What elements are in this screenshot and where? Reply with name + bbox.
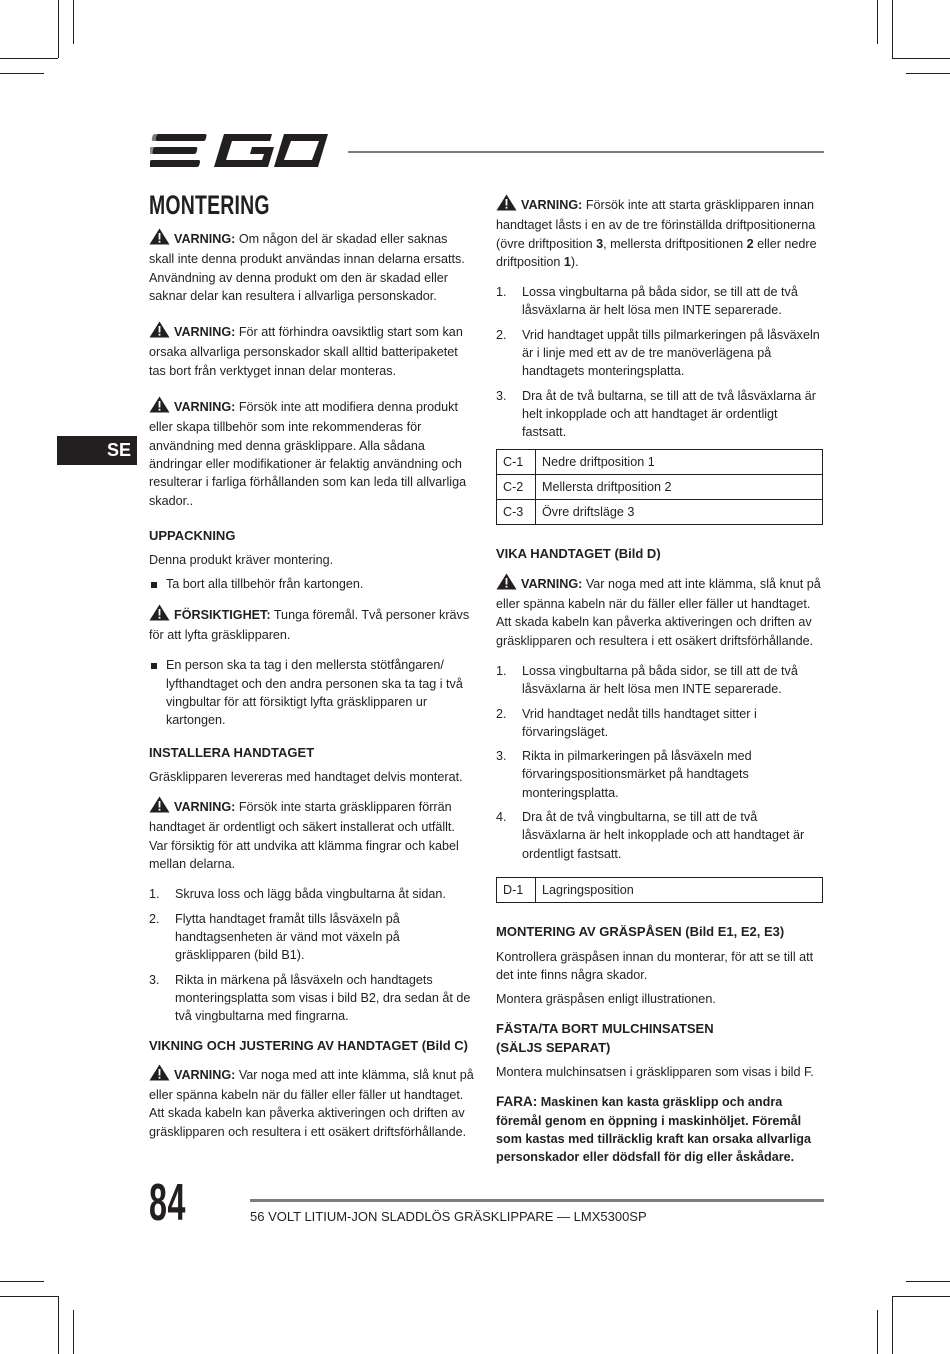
brand-logo xyxy=(150,130,330,172)
list-item xyxy=(149,971,476,1026)
section-heading: INSTALLERA HANDTAGET xyxy=(149,744,315,760)
bullet-item xyxy=(149,575,476,593)
table-cell-key: C-1 xyxy=(497,449,536,474)
warning-text: Var noga med att inte klämma, slå knut på eller spänna kabeln när du fäller eller fäller ut handtaget. Att skada kabeln kan påverka aktiveringen och driften av gräsklipparen och resultera i ett osäkert driftsförhållande. xyxy=(496,576,821,648)
warning-text: För att förhindra oavsiktlig start som kan orsaka allvarliga personskador skall alltid batteripaketet tas bort från verktyget innan delar monteras. xyxy=(149,325,463,378)
warning-label: VARNING: xyxy=(174,400,236,415)
warning-label: VARNING: xyxy=(174,232,236,246)
warning-text: Var noga med att inte klämma, slå knut på eller spänna kabeln när du fäller eller fäller ut handtaget. Att skada kabeln kan påverka aktiveringen och driften av gräsklipparen och resultera i ett osäkert driftsförhållande. xyxy=(149,1067,474,1139)
crop-mark xyxy=(0,1296,58,1297)
warning-block xyxy=(149,228,476,305)
crop-mark xyxy=(877,0,878,44)
crop-mark xyxy=(906,73,950,74)
caution-label: FÖRSIKTIGHET: xyxy=(174,607,271,622)
header-rule xyxy=(348,151,824,153)
key-table-c xyxy=(496,449,823,526)
warning-block xyxy=(149,1064,476,1141)
section-heading: MONTERING AV GRÄSPÅSEN (Bild E1, E2, E3) xyxy=(496,924,785,940)
right-column xyxy=(496,194,824,1166)
fold-steps-list xyxy=(496,662,824,863)
table-cell-value: Övre driftsläge 3 xyxy=(536,500,823,525)
caution-text: Tunga föremål. Två personer krävs för att lyfta gräsklipparen. xyxy=(149,607,470,643)
caution-block xyxy=(149,604,476,645)
position-number: 3 xyxy=(596,236,604,251)
list-item xyxy=(496,387,824,442)
table-row xyxy=(497,474,823,499)
heading-line: FÄSTA/TA BORT MULCHINSATSEN xyxy=(496,1021,714,1037)
section-heading xyxy=(496,1020,824,1057)
language-tab-label: SE xyxy=(106,440,131,460)
section-heading: VIKNING OCH JUSTERING AV HANDTAGET (Bild C) xyxy=(149,1038,468,1054)
warning-label: VARNING: xyxy=(174,800,236,815)
warning-triangle-icon xyxy=(149,396,170,418)
table-cell-value: Mellersta driftposition 2 xyxy=(536,474,823,499)
step-number: 3. xyxy=(149,972,160,987)
danger-text: Maskinen kan kasta gräsklipp och andra föremål genom en öppning i maskinhöljet. Föremål som kastas med tillräcklig kraft kan orsaka allvarliga personskador eller dödsfall för dig eller åskådare. xyxy=(496,1095,812,1165)
list-item xyxy=(496,326,824,381)
warning-text: Försök inte starta gräsklipparen förrän handtaget är ordentligt och säkert installerat och utfällt. Var försiktig för att undvika att klämma fingrar och kabel mellan delarna. xyxy=(149,800,459,872)
warning-label: VARNING: xyxy=(521,198,583,212)
step-text: Vrid handtaget nedåt tills handtaget sitter i förvaringsläget. xyxy=(522,706,757,739)
list-item xyxy=(496,283,824,320)
left-column xyxy=(149,190,476,1141)
warning-triangle-icon xyxy=(149,321,170,343)
crop-mark xyxy=(0,58,58,59)
crop-mark xyxy=(58,1296,59,1354)
table-cell-key: C-3 xyxy=(497,500,536,525)
section-heading: VIKA HANDTAGET (Bild D) xyxy=(496,546,661,562)
position-number: 1 xyxy=(563,254,571,269)
footer-rule xyxy=(250,1199,824,1202)
paragraph: Kontrollera gräspåsen innan du monterar, för att se till att det inte finns några skador. xyxy=(496,949,814,982)
table-cell-key: D-1 xyxy=(497,877,536,902)
crop-mark xyxy=(0,73,44,74)
warning-triangle-icon xyxy=(149,1064,170,1086)
list-item xyxy=(149,885,476,903)
warning-block xyxy=(149,321,476,380)
table-cell-key: C-2 xyxy=(497,474,536,499)
page-number xyxy=(149,1176,209,1230)
paragraph: Montera mulchinsatsen i gräsklipparen som visas i bild F. xyxy=(496,1064,814,1079)
warning-block xyxy=(149,796,476,873)
warning-text: ). xyxy=(570,254,579,269)
step-text: Rikta in märkena på låsväxeln och handtagets monteringsplatta som visas i bild B2, dra sedan åt de två vingbultarna med fingrarna. xyxy=(175,972,471,1024)
paragraph: Denna produkt kräver montering. xyxy=(149,553,334,568)
language-tab xyxy=(57,436,137,465)
key-table-d xyxy=(496,877,823,903)
heading-line: (SÄLJS SEPARAT) xyxy=(496,1039,611,1055)
warning-triangle-icon xyxy=(149,796,170,818)
warning-triangle-icon xyxy=(149,228,170,250)
step-text: Flytta handtaget framåt tills låsväxeln på handtagsenheten är vänd mot växeln på gräsklipparen (bild B1). xyxy=(175,911,400,963)
crop-mark xyxy=(892,0,893,58)
position-number: 2 xyxy=(746,236,754,251)
warning-triangle-icon xyxy=(496,194,517,216)
table-cell-value: Nedre driftposition 1 xyxy=(536,449,823,474)
crop-mark xyxy=(58,0,59,58)
list-item xyxy=(496,808,824,863)
crop-mark xyxy=(906,1281,950,1282)
crop-mark xyxy=(892,58,950,59)
step-text: Lossa vingbultarna på båda sidor, se till att de två låsväxlarna är helt lösa men INTE separerade. xyxy=(522,663,798,697)
step-number: 1. xyxy=(496,285,507,300)
section-heading: UPPACKNING xyxy=(149,527,236,543)
table-cell-value: Lagringsposition xyxy=(536,877,823,902)
step-number: 2. xyxy=(496,327,507,342)
warning-text: Om någon del är skadad eller saknas skall inte denna produkt användas innan delarna ersatts. Användning av denna produkt om den är skadad eller saknar delar kan resultera i allvarliga personskador. xyxy=(149,232,465,303)
step-number: 2. xyxy=(149,911,160,926)
step-number: 1. xyxy=(149,887,160,902)
step-text: Dra åt de två bultarna, se till att de två låsväxlarna är helt inkopplade och att handtaget är ordentligt fastsatt. xyxy=(522,388,817,440)
crop-mark xyxy=(0,1281,44,1282)
bullet-item xyxy=(149,656,476,729)
step-number: 1. xyxy=(496,663,507,678)
warning-block xyxy=(496,573,824,650)
warning-text: Försök inte att starta gräsklipparen innan handtaget låsts i en av de tre förinställda driftpositionerna (övre driftposition xyxy=(496,198,816,251)
warning-triangle-icon xyxy=(149,604,170,626)
step-number: 2. xyxy=(496,706,507,721)
page-title-text: MONTERING xyxy=(149,190,270,220)
warning-label: VARNING: xyxy=(174,325,236,340)
warning-block xyxy=(496,194,824,271)
warning-text: eller nedre driftposition xyxy=(496,236,817,269)
crop-mark xyxy=(877,1310,878,1354)
crop-mark xyxy=(892,1296,950,1297)
paragraph: Gräsklipparen levereras med handtaget delvis monterat. xyxy=(149,769,463,784)
page-number-text: 84 xyxy=(149,1174,187,1232)
warning-text: Försök inte att modifiera denna produkt eller skapa tillbehör som inte rekommenderas för användning med denna gräsklippare. Alla sådana ändringar eller modifikationer är felaktig användning och resulterar i farliga förhållanden som kan leda till allvarliga skador.. xyxy=(149,400,467,508)
danger-block xyxy=(496,1093,824,1166)
crop-mark xyxy=(73,0,74,44)
footer-text: 56 VOLT LITIUM-JON SLADDLÖS GRÄSKLIPPARE — LMX5300SP xyxy=(250,1209,647,1224)
warning-triangle-icon xyxy=(496,573,517,595)
list-item xyxy=(496,662,824,699)
table-row xyxy=(497,500,823,525)
step-text: Rikta in pilmarkeringen på låsväxeln med förvaringspositionsmärket på handtagets monteringsplatta. xyxy=(522,749,752,800)
warning-block xyxy=(149,396,476,510)
step-text: Vrid handtaget uppåt tills pilmarkeringen på låsväxeln är i linje med ett av de tre manöverlägena på handtagets monteringsplatta. xyxy=(522,327,820,379)
adjust-steps-list xyxy=(496,283,824,441)
step-text: Dra åt de två vingbultarna, se till att de två låsväxlarna är helt inkopplade och att handtaget är ordentligt fastsatt. xyxy=(522,810,805,861)
page-title xyxy=(149,190,476,224)
bullet-text: Ta bort alla tillbehör från kartongen. xyxy=(166,577,364,592)
paragraph: Montera gräspåsen enligt illustrationen. xyxy=(496,992,716,1007)
bullet-text: En person ska ta tag i den mellersta stötfångaren/ lyfthandtaget och den andra personen ska ta tag i två vingbultar för att försiktigt lyfta gräsklipparen ur kartongen. xyxy=(166,658,463,728)
warning-label: VARNING: xyxy=(521,576,583,591)
list-item xyxy=(496,705,824,742)
step-text: Skruva loss och lägg båda vingbultarna åt sidan. xyxy=(175,887,446,902)
step-text: Lossa vingbultarna på båda sidor, se till att de två låsväxlarna är helt lösa men INTE separerade. xyxy=(522,285,798,318)
crop-mark xyxy=(892,1296,893,1354)
warning-label: VARNING: xyxy=(174,1067,236,1082)
table-row xyxy=(497,877,823,902)
bullet-square-icon xyxy=(151,582,157,588)
list-item xyxy=(149,910,476,965)
step-number: 3. xyxy=(496,388,507,403)
list-item xyxy=(496,747,824,802)
crop-mark xyxy=(73,1310,74,1354)
step-number: 4. xyxy=(496,810,507,825)
bullet-square-icon xyxy=(151,663,157,669)
install-steps-list xyxy=(149,885,476,1025)
danger-label: FARA: xyxy=(496,1094,538,1110)
table-row xyxy=(497,449,823,474)
step-number: 3. xyxy=(496,749,507,764)
warning-text: , mellersta driftpositionen xyxy=(603,236,747,251)
